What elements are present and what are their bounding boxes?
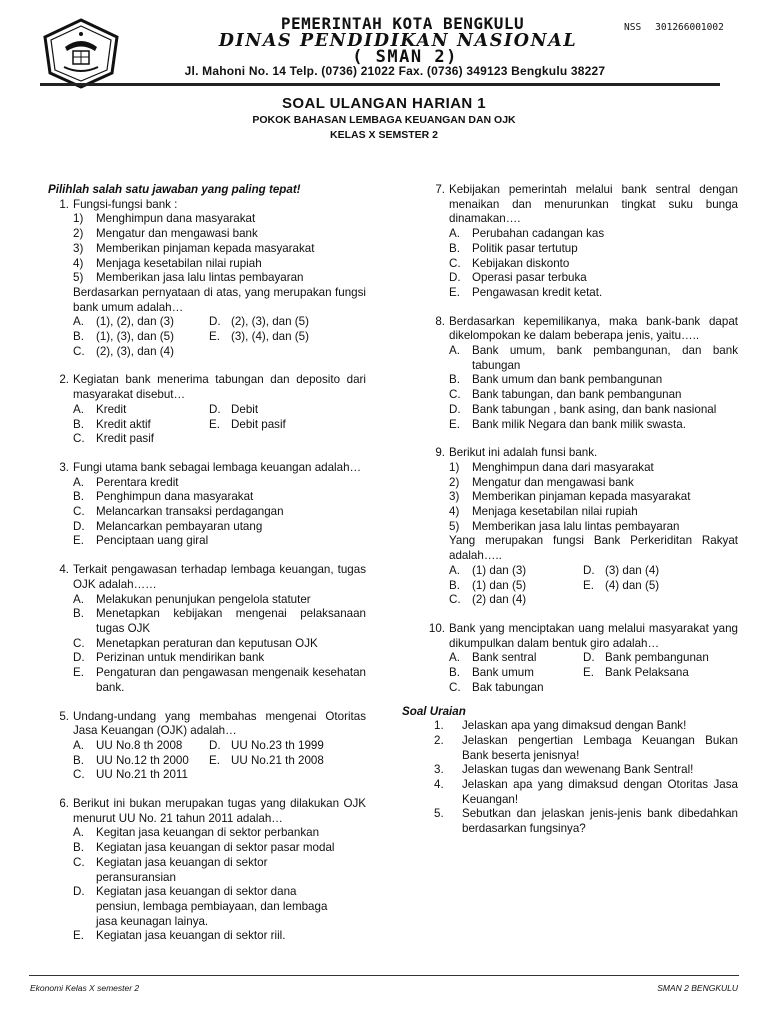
statement-item	[449, 461, 738, 476]
nss-label: NSS	[624, 22, 642, 33]
option-text: Kegiatan jasa keuangan di sektor pasar modal	[96, 841, 335, 855]
option-e	[582, 666, 689, 681]
option-letter: B.	[449, 578, 460, 592]
option-letter: C.	[449, 256, 461, 270]
option-text: Bank pembangunan	[605, 651, 709, 665]
statement-text: Menghimpun dana dari masyarakat	[472, 460, 654, 474]
option-letter: C.	[449, 680, 461, 694]
option-c	[449, 681, 738, 696]
question-stem-continued: Yang merupakan fungsi Bank Perkeriditan Rakyat adalah…..	[449, 534, 738, 563]
option-a	[449, 651, 582, 666]
option-text: Operasi pasar terbuka	[472, 271, 587, 285]
option-text: (4) dan (5)	[605, 578, 660, 592]
option-c	[73, 505, 366, 520]
nss-value: 301266001002	[655, 22, 724, 33]
essay-item	[420, 807, 738, 836]
option-a	[449, 344, 738, 373]
option-text: Bank umum, bank pembangunan, dan bank tabungan	[472, 344, 738, 372]
option-text: Kegiatan jasa keuangan di sektor riil.	[96, 929, 286, 943]
option-letter: A.	[73, 826, 84, 840]
question-4	[44, 563, 366, 695]
option-letter: E.	[583, 666, 594, 680]
instruction: Pilihlah salah satu jawaban yang paling tepat!	[48, 183, 301, 196]
statement-text: Menghimpun dana masyarakat	[96, 212, 256, 226]
essay-item	[420, 763, 738, 778]
question-stem: Bank yang menciptakan uang melalui masyarakat yang dikumpulkan dalam bentuk giro adalah…	[449, 621, 738, 650]
question-9	[420, 446, 738, 608]
option-row	[73, 739, 366, 754]
option-text: UU No.23 th 1999	[231, 738, 324, 752]
option-letter: E.	[449, 417, 460, 431]
letterhead-department: DINAS PENDIDIKAN NASIONAL	[218, 31, 578, 51]
option-d	[582, 651, 709, 666]
right-column	[402, 183, 738, 837]
question-stem-continued: Berdasarkan pernyataan di atas, yang merupakan fungsi bank umum adalah…	[73, 285, 366, 314]
option-text: (1), (3), dan (5)	[96, 330, 174, 344]
option-e	[73, 929, 366, 944]
question-10	[420, 622, 738, 696]
statement-item	[449, 505, 738, 520]
question-number: 3.	[59, 460, 69, 474]
option-letter: C.	[449, 388, 461, 402]
option-c	[449, 257, 738, 272]
option-a	[73, 315, 208, 330]
option-letter: D.	[449, 402, 461, 416]
option-text: Pengaturan dan pengawasan mengenaik kesehatan bank.	[96, 666, 366, 694]
option-text: (2), (3), dan (4)	[96, 344, 174, 358]
letterhead-address: Jl. Mahoni No. 14 Telp. (0736) 21022 Fax. (0736) 349123 Bengkulu 38227	[184, 64, 606, 78]
option-letter: D.	[73, 885, 85, 899]
question-stem: Terkait pengawasan terhadap lembaga keuangan, tugas OJK adalah……	[73, 563, 366, 591]
question-stem: Fungsi-fungsi bank :	[73, 197, 178, 211]
option-letter: B.	[73, 330, 84, 344]
question-number: 2.	[59, 373, 69, 387]
exam-title: SOAL ULANGAN HARIAN 1	[282, 95, 486, 112]
option-text: Bank tabungan, dan bank pembangunan	[472, 388, 682, 402]
option-row	[73, 418, 366, 433]
option-letter: E.	[209, 330, 220, 344]
option-a	[73, 403, 208, 418]
statement-text: Menjaga kesetabilan nilai rupiah	[472, 505, 638, 519]
option-text: Bank Pelaksana	[605, 666, 689, 680]
option-letter: B.	[73, 841, 84, 855]
option-letter: B.	[449, 241, 460, 255]
option-text: Perubahan cadangan kas	[472, 227, 605, 241]
option-a	[73, 476, 366, 491]
school-emblem-icon	[40, 17, 122, 89]
option-text: Melancarkan transaksi perdagangan	[96, 505, 284, 519]
question-number: 8.	[435, 314, 445, 328]
statement-text: Mengatur dan mengawasi bank	[96, 227, 258, 241]
option-text: Penghimpun dana masyarakat	[96, 490, 254, 504]
essay-text: Jelaskan tugas dan wewenang Bank Sentral!	[462, 763, 694, 777]
option-a	[73, 826, 366, 841]
option-text: Menetapkan peraturan dan keputusan OJK	[96, 636, 318, 650]
statement-number: 4)	[73, 256, 84, 270]
statement-number: 5)	[73, 271, 84, 285]
essay-item	[420, 734, 738, 763]
option-letter: E.	[73, 534, 84, 548]
option-letter: D.	[583, 563, 595, 577]
option-text: Bank sentral	[472, 651, 537, 665]
option-letter: B.	[73, 607, 84, 621]
option-letter: E.	[449, 285, 460, 299]
option-letter: A.	[449, 227, 460, 241]
option-d	[73, 885, 366, 929]
option-text: UU No.12 th 2000	[96, 753, 189, 767]
option-text: (2) dan (4)	[472, 593, 527, 607]
option-text: (2), (3), dan (5)	[231, 315, 309, 329]
question-stem: Kegiatan bank menerima tabungan dan deposito dari masyarakat disebut…	[73, 373, 366, 402]
question-number: 1.	[59, 197, 69, 211]
option-text: Kredit	[96, 402, 127, 416]
option-row	[73, 403, 366, 418]
option-d	[582, 564, 659, 579]
option-text: Bak tabungan	[472, 680, 544, 694]
statement-text: Mengatur dan mengawasi bank	[472, 475, 634, 489]
option-letter: C.	[449, 593, 461, 607]
option-row	[73, 315, 366, 330]
option-d	[73, 651, 366, 666]
statement-number: 4)	[449, 505, 460, 519]
option-letter: A.	[73, 315, 84, 329]
option-b	[449, 242, 738, 257]
letterhead-divider	[40, 83, 720, 86]
option-letter: C.	[73, 432, 85, 446]
statement-number: 2)	[449, 475, 460, 489]
option-letter: B.	[73, 490, 84, 504]
option-c	[73, 856, 366, 885]
footer-right: SMAN 2 BENGKULU	[657, 983, 738, 993]
question-number: 6.	[59, 797, 69, 811]
statement-number: 3)	[449, 490, 460, 504]
option-text: (3) dan (4)	[605, 563, 660, 577]
option-text: Melakukan penunjukan pengelola statuter	[96, 592, 311, 606]
question-8	[420, 315, 738, 433]
essay-list	[420, 719, 738, 837]
essay-heading: Soal Uraian	[402, 704, 466, 718]
option-letter: B.	[449, 373, 460, 387]
option-text: Bank umum dan bank pembangunan	[472, 373, 663, 387]
option-row	[449, 564, 738, 579]
statement-text: Memberikan jasa lalu lintas pembayaran	[96, 271, 304, 285]
option-row	[449, 651, 738, 666]
footer-left: Ekonomi Kelas X semester 2	[30, 983, 140, 993]
option-letter: E.	[73, 666, 84, 680]
question-number: 7.	[435, 183, 445, 196]
option-b	[73, 490, 366, 505]
option-text: Debit pasif	[231, 417, 286, 431]
statement-text: Menjaga kesetabilan nilai rupiah	[96, 256, 262, 270]
option-c	[73, 637, 366, 652]
essay-number: 4.	[434, 778, 444, 792]
essay-item	[420, 719, 738, 734]
option-letter: A.	[449, 651, 460, 665]
letterhead-government: PEMERINTAH KOTA BENGKULU	[280, 14, 525, 33]
essay-number: 5.	[434, 807, 444, 821]
option-letter: A.	[449, 563, 460, 577]
option-b	[449, 373, 738, 388]
option-text: Melancarkan pembayaran utang	[96, 519, 263, 533]
option-d	[449, 271, 738, 286]
option-letter: A.	[73, 738, 84, 752]
statement-item	[449, 490, 738, 505]
option-e	[449, 418, 738, 433]
option-d	[449, 403, 738, 418]
option-c	[449, 388, 738, 403]
essay-number: 2.	[434, 733, 444, 747]
option-text: Perizinan untuk mendirikan bank	[96, 651, 265, 665]
option-letter: C.	[73, 768, 85, 782]
option-e	[582, 579, 659, 594]
footer-divider	[29, 975, 739, 976]
option-letter: E.	[209, 753, 220, 767]
statement-number: 1)	[73, 212, 84, 226]
option-b	[73, 607, 366, 636]
option-text: Kegitan jasa keuangan di sektor perbankan	[96, 826, 320, 840]
option-letter: D.	[449, 271, 461, 285]
statement-text: Memberikan jasa lalu lintas pembayaran	[472, 519, 680, 533]
option-e	[208, 754, 324, 769]
option-letter: D.	[583, 651, 595, 665]
option-text: Debit	[231, 402, 259, 416]
option-e	[73, 666, 366, 695]
exam-topic: POKOK BAHASAN LEMBAGA KEUANGAN DAN OJK	[252, 114, 516, 126]
option-letter: D.	[209, 402, 221, 416]
statement-item	[449, 476, 738, 491]
statement-number: 5)	[449, 519, 460, 533]
question-7	[420, 183, 738, 301]
option-text: Politik pasar tertutup	[472, 241, 578, 255]
option-letter: A.	[73, 475, 84, 489]
question-number: 9.	[435, 446, 445, 460]
option-c	[449, 593, 738, 608]
question-6	[44, 797, 366, 944]
option-letter: A.	[449, 344, 460, 358]
option-text: Kegiatan jasa keuangan di sektor peransuransian	[96, 855, 268, 884]
essay-text: Jelaskan apa yang dimaksud dengan Otoritas Jasa Keuangan!	[462, 778, 738, 806]
question-stem: Berdasarkan kepemilikanya, maka bank-bank dapat dikelompokan ke dalam beberapa jenis, yaitu…..	[449, 314, 738, 343]
option-d	[208, 739, 324, 754]
option-text: Perentara kredit	[96, 475, 179, 489]
option-text: Kebijakan diskonto	[472, 256, 570, 270]
question-stem: Berikut ini bukan merupakan tugas yang dilakukan OJK menurut UU No. 21 tahun 2011 adalah…	[73, 797, 366, 825]
option-text: Menetapkan kebijakan mengenai pelaksanaan tugas OJK	[96, 607, 366, 635]
question-number: 10.	[428, 621, 445, 635]
option-text: Kredit pasif	[96, 432, 154, 446]
option-letter: B.	[449, 666, 460, 680]
exam-class: KELAS X SEMSTER 2	[330, 129, 438, 141]
statement-text: Memberikan pinjaman kepada masyarakat	[96, 241, 315, 255]
option-text: (3), (4), dan (5)	[231, 330, 309, 344]
option-text: Penciptaan uang giral	[96, 534, 209, 548]
option-c	[73, 345, 366, 360]
option-letter: E.	[583, 578, 594, 592]
option-d	[208, 315, 309, 330]
option-b	[73, 418, 208, 433]
question-stem: Fungi utama bank sebagai lembaga keuangan adalah…	[73, 460, 362, 474]
option-text: UU No.21 th 2011	[96, 768, 188, 782]
option-b	[73, 330, 208, 345]
option-a	[449, 227, 738, 242]
option-letter: D.	[73, 651, 85, 665]
option-row	[73, 330, 366, 345]
essay-number: 3.	[434, 763, 444, 777]
option-text: (1) dan (3)	[472, 563, 527, 577]
option-e	[208, 330, 309, 345]
statement-item	[73, 227, 366, 242]
option-letter: B.	[73, 753, 84, 767]
option-b	[73, 841, 366, 856]
option-text: Bank milik Negara dan bank milik swasta.	[472, 417, 686, 431]
question-2	[44, 373, 366, 447]
option-a	[73, 593, 366, 608]
question-stem: Kebijakan pemerintah melalui bank sentral dengan menaikan dan menurunkan tingkat suku bunga dinamakan….	[449, 183, 738, 226]
left-column	[44, 183, 366, 944]
option-letter: A.	[73, 402, 84, 416]
question-stem: Undang-undang yang membahas mengenai Otoritas Jasa Keuangan (OJK) adalah…	[73, 709, 366, 738]
option-text: UU No.21 th 2008	[231, 753, 324, 767]
letterhead-school: ( SMAN 2)	[352, 47, 458, 67]
statement-text: Memberikan pinjaman kepada masyarakat	[472, 490, 691, 504]
statement-number: 2)	[73, 227, 84, 241]
option-b	[73, 754, 208, 769]
option-letter: E.	[73, 929, 84, 943]
statement-item	[73, 271, 366, 286]
option-letter: D.	[209, 738, 221, 752]
question-5	[44, 710, 366, 784]
essay-text: Sebutkan dan jelaskan jenis-jenis bank dibedahkan berdasarkan fungsinya?	[462, 807, 738, 836]
option-letter: B.	[73, 417, 84, 431]
option-row	[449, 666, 738, 681]
option-d	[208, 403, 258, 418]
option-text: Bank tabungan , bank asing, dan bank nasional	[472, 402, 717, 416]
statement-number: 1)	[449, 460, 460, 474]
essay-number: 1.	[434, 719, 444, 733]
option-c	[73, 768, 366, 783]
option-d	[73, 520, 366, 535]
statement-item	[73, 242, 366, 257]
option-letter: C.	[73, 505, 85, 519]
question-number: 5.	[59, 709, 69, 723]
nss-number	[624, 22, 724, 33]
question-number: 4.	[59, 563, 69, 577]
option-text: Bank umum	[472, 666, 534, 680]
option-b	[449, 666, 582, 681]
option-letter: E.	[209, 417, 220, 431]
option-e	[73, 534, 366, 549]
essay-text: Jelaskan pengertian Lembaga Keuangan Bukan Bank beserta jenisnya!	[462, 733, 738, 762]
option-text: Kegiatan jasa keuangan di sektor dana pensiun, lembaga pembiayaan, dan lembaga jasa keunagan lainya.	[96, 885, 328, 928]
option-e	[208, 418, 286, 433]
statement-number: 3)	[73, 241, 84, 255]
question-3	[44, 461, 366, 549]
option-a	[449, 564, 582, 579]
option-c	[73, 432, 366, 447]
essay-text: Jelaskan apa yang dimaksud dengan Bank!	[462, 719, 687, 733]
option-text: Kredit aktif	[96, 417, 151, 431]
option-b	[449, 579, 582, 594]
statement-item	[73, 212, 366, 227]
option-text: (1), (2), dan (3)	[96, 315, 174, 329]
option-letter: A.	[73, 592, 84, 606]
option-text: (1) dan (5)	[472, 578, 527, 592]
option-letter: C.	[73, 344, 85, 358]
question-1	[44, 198, 366, 360]
option-text: Pengawasan kredit ketat.	[472, 285, 603, 299]
question-stem: Berikut ini adalah funsi bank.	[449, 446, 598, 460]
option-letter: C.	[73, 636, 85, 650]
option-letter: D.	[209, 315, 221, 329]
option-text: UU No.8 th 2008	[96, 738, 183, 752]
option-e	[449, 286, 738, 301]
option-row	[73, 754, 366, 769]
option-letter: C.	[73, 855, 85, 869]
statement-item	[73, 257, 366, 272]
option-letter: D.	[73, 519, 85, 533]
statement-item	[449, 520, 738, 535]
option-a	[73, 739, 208, 754]
option-row	[449, 579, 738, 594]
essay-item	[420, 778, 738, 807]
